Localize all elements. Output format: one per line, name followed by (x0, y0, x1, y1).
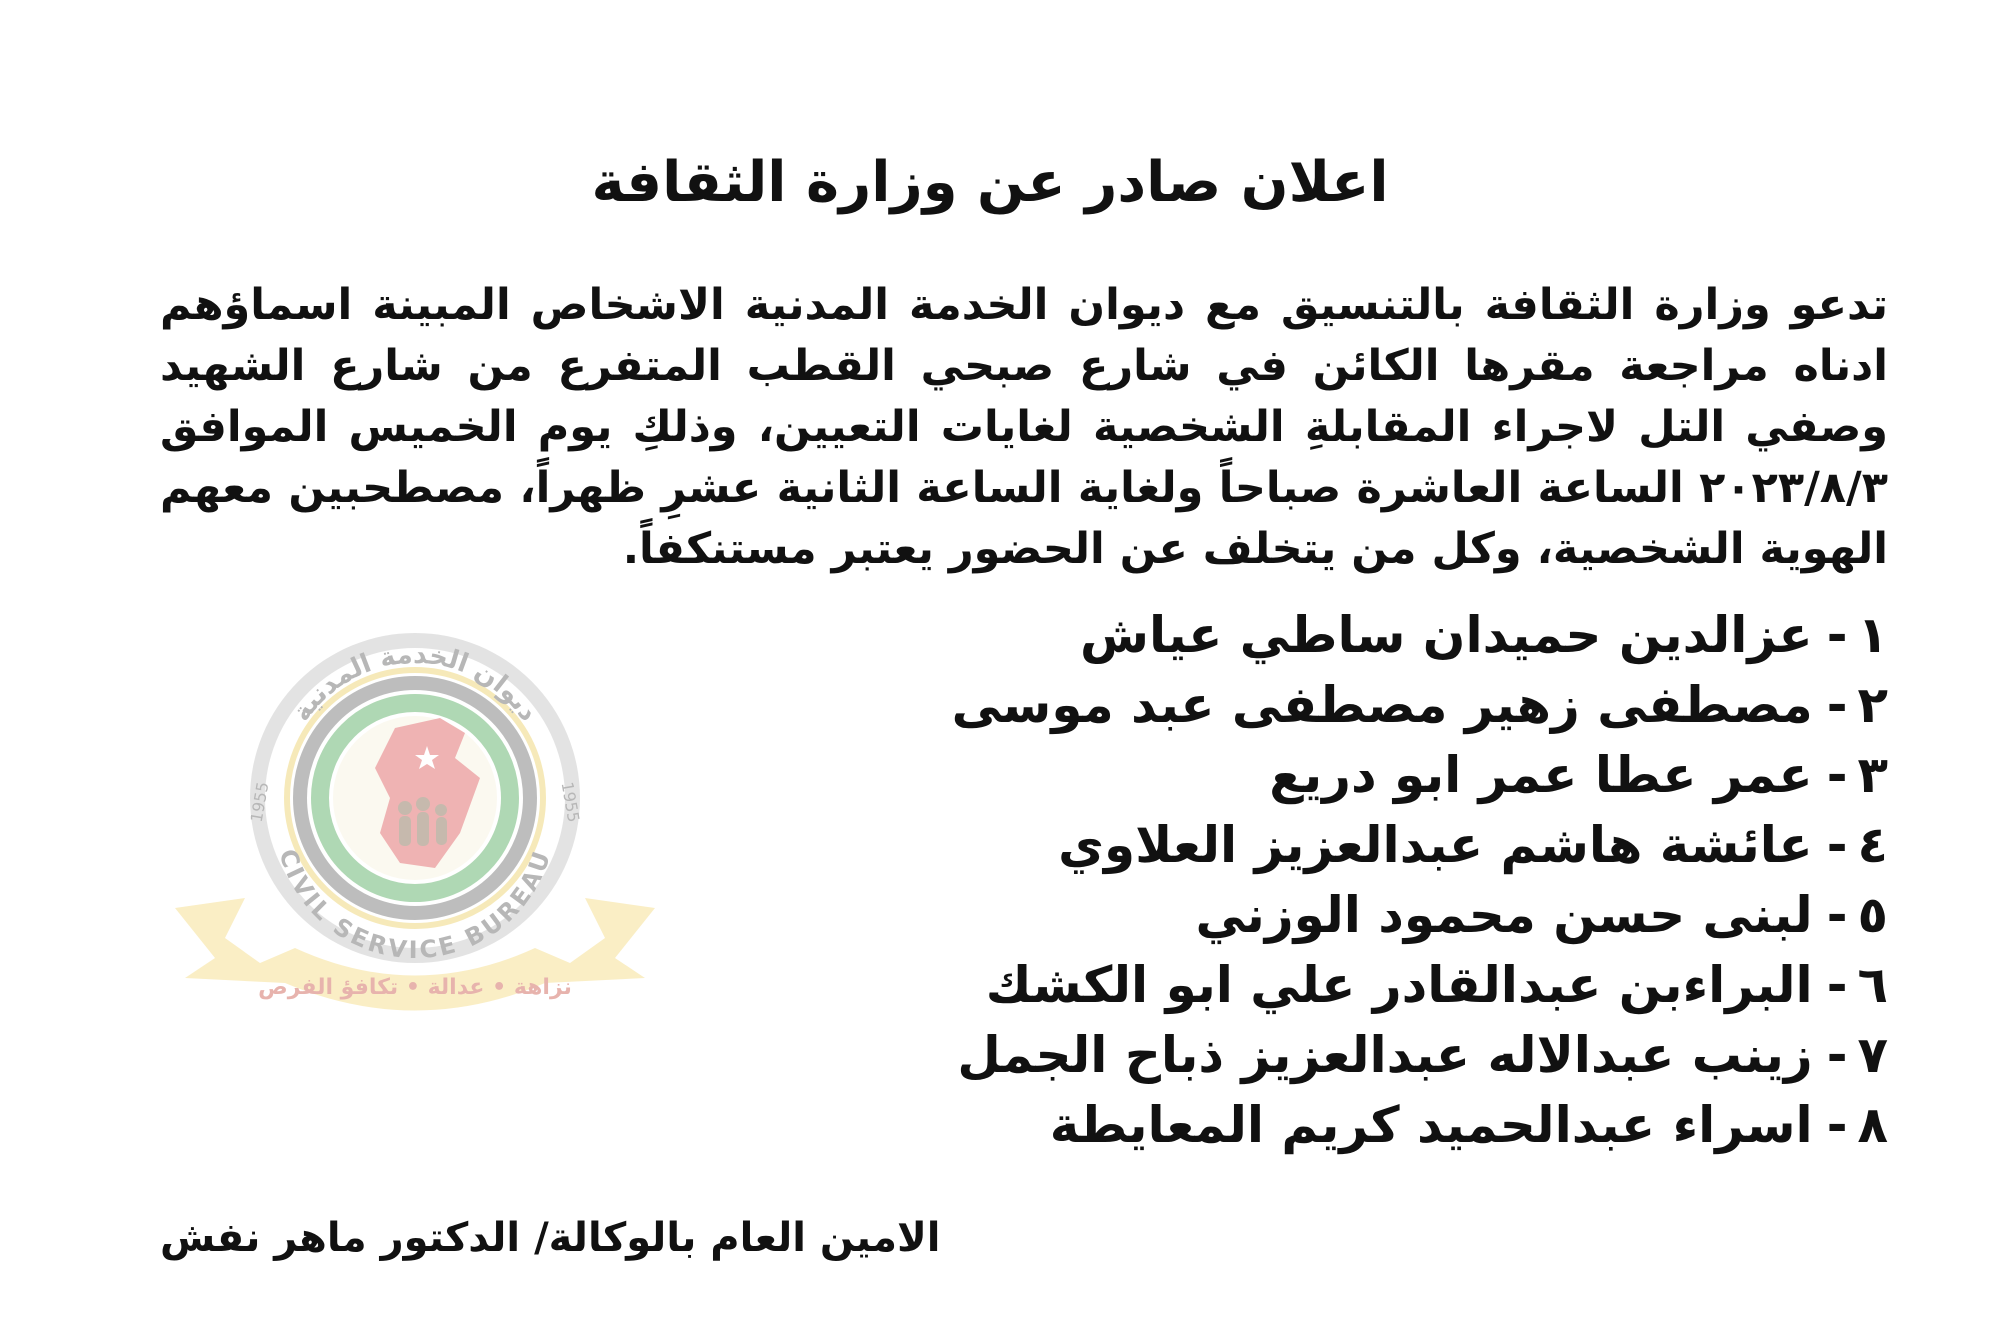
seal-english-text: CIVIL SERVICE BUREAU (273, 845, 557, 965)
announcement-body: تدعو وزارة الثقافة بالتنسيق مع ديوان الخدمة المدنية الاشخاص المبينة اسماؤهم ادناه مراجعة مقرها الكائن في شارع صبحي القطب المتفرع من شارع الشهيد وصفي التل لاجراء المقابلةِ الشخصية لغايات التعيين، وذلكِ يوم الخميس الموافق ٢٠٢٣/٨/٣ الساعة العاشرة صباحاً ولغاية الساعة الثانية عشرِ ظهراً، مصطحبين معهم الهوية الشخصية، وكل من يتخلف عن الحضور يعتبر مستنكفاً. (160, 280, 1888, 574)
list-item-name: عمر عطا عمر ابو دريع (1269, 746, 1813, 804)
seal-graphic (165, 618, 665, 1028)
list-item-dash: - (1826, 1096, 1848, 1154)
list-item-dash: - (1826, 746, 1848, 804)
list-item-number: ٤ (1857, 816, 1888, 874)
list-item (888, 600, 1888, 670)
list-item-dash: - (1826, 1026, 1848, 1084)
seal-ribbon-text: نزاهة • عدالة • تكافؤ الفرص (258, 975, 572, 1000)
signature-line: الامين العام بالوكالة/ الدكتور ماهر نفش (160, 1215, 941, 1261)
list-item-number: ٥ (1857, 886, 1888, 944)
list-item-name: مصطفى زهير مصطفى عبد موسى (951, 676, 1813, 734)
list-item (888, 810, 1888, 880)
list-item (888, 880, 1888, 950)
seal-arabic-text: ديوان الخدمة المدنية (286, 639, 544, 727)
civil-service-bureau-seal (165, 618, 665, 1028)
list-item-dash: - (1826, 606, 1848, 664)
list-item (888, 950, 1888, 1020)
list-item-name: زينب عبدالاله عبدالعزيز ذباح الجمل (957, 1026, 1813, 1084)
list-item (888, 1090, 1888, 1160)
list-item (888, 1020, 1888, 1090)
list-item-name: عائشة هاشم عبدالعزيز العلاوي (1058, 816, 1813, 874)
announcement-title: اعلان صادر عن وزارة الثقافة (591, 150, 1389, 215)
list-item-number: ٣ (1857, 746, 1888, 804)
seal-year-right: 1955 (557, 780, 584, 824)
list-item-name: اسراء عبدالحميد كريم المعايطة (1049, 1096, 1813, 1154)
list-item-number: ١ (1857, 606, 1888, 664)
list-item-number: ٧ (1857, 1026, 1888, 1084)
list-item-dash: - (1826, 956, 1848, 1014)
list-item (888, 740, 1888, 810)
list-item-number: ٦ (1857, 956, 1888, 1014)
list-item (888, 670, 1888, 740)
seal-year-left: 1955 (246, 780, 273, 824)
candidates-list (888, 600, 1888, 1160)
list-item-number: ٢ (1857, 676, 1888, 734)
list-item-dash: - (1826, 676, 1848, 734)
list-item-dash: - (1826, 886, 1848, 944)
list-item-number: ٨ (1857, 1096, 1888, 1154)
list-item-name: لبنى حسن محمود الوزني (1195, 886, 1813, 944)
list-item-name: البراءبن عبدالقادر علي ابو الكشك (985, 956, 1813, 1014)
list-item-dash: - (1826, 816, 1848, 874)
list-item-name: عزالدين حميدان ساطي عياش (1080, 606, 1813, 664)
